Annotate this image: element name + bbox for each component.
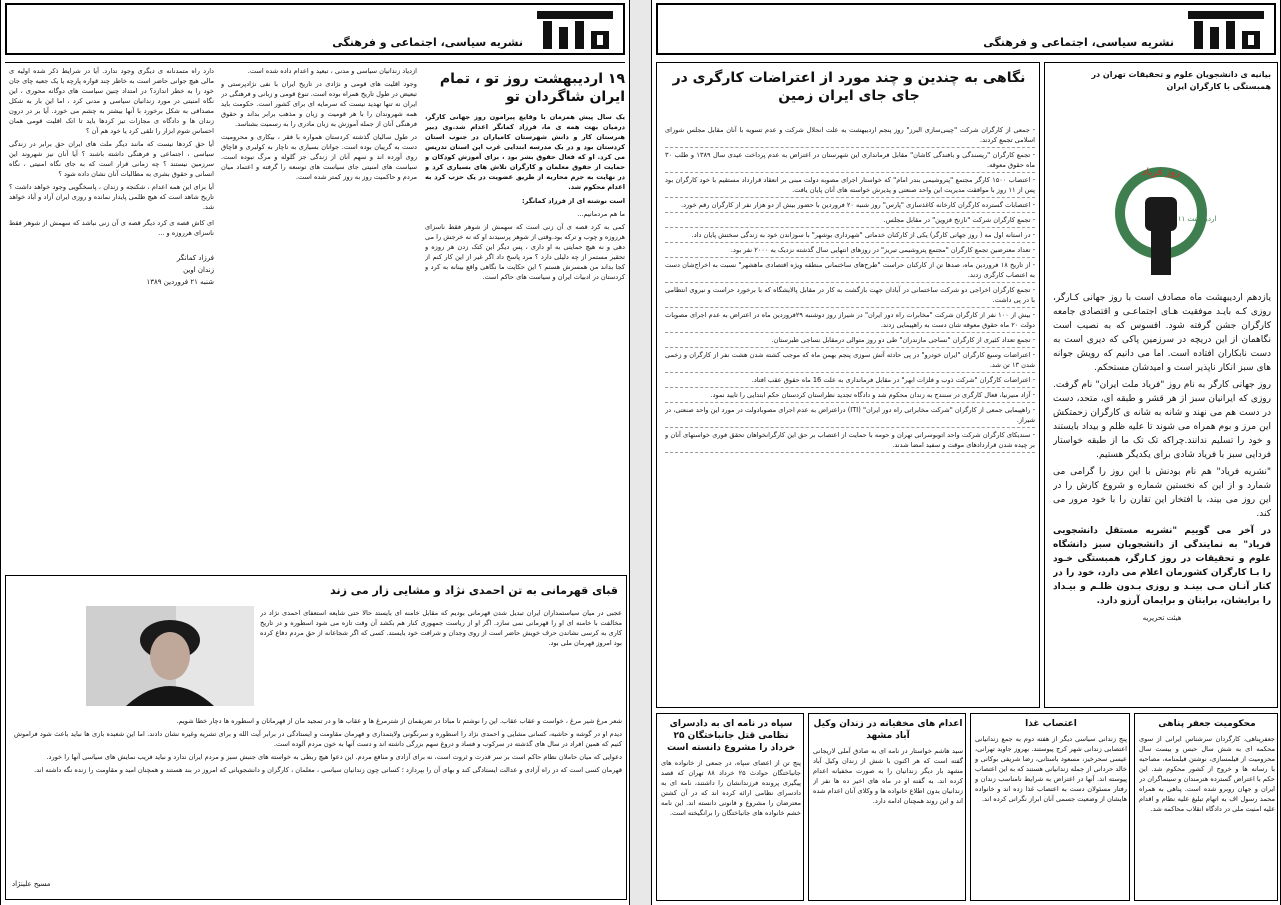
feature-box bbox=[5, 575, 627, 900]
news-box-hunger-strike bbox=[970, 713, 1130, 901]
feature-intro: عجبی در میان سیاستمداران ایران تبدیل شدن قهرمانی بودیم که مقابل خامنه ای بایستد حالا حتی شایعه استعفای احمدی نژاد در مخالفت با خامنه ای او را قهرمانی نمی سازد. اگر او از ریاست جمهوری کنار هم بکشد آن وقت تازه می شود اسطوره و در تاریخ کاری به کرسی نشاندن حرف خویش حاضر است از روی وجدان و شرافت خود بایستد. کسی که اگر شجاعانه از حق مردم دفاع کرده بود امروز قهرمان ملی بود. bbox=[260, 609, 622, 647]
list-item: - بیش از ۱۰۰ نفر از کارگران شرکت "مخابرات راه دور ایران" در شیراز روز دوشنبه ۲۹فروردین ماه در اعتراض به عدم اجرای مصوبات دولت ۲۰ ماه حقوق معوقه شان دست به راهپیمایی زدند. bbox=[665, 308, 1035, 333]
paragraph: ای کاش قصه ی کرد دیگر قصه ی آن زنی نباشد که سهمش از شوهر فقط ناسزای هرروزه و ... bbox=[9, 219, 214, 237]
paragraph: "نشریه فریاد" هم نام بودنش با این روز را گرامی می شمارد و از این که نخستین شماره و شروع کارش را در این روز می بیند، با افتخار این تقارن را با خود مرور می کند. bbox=[1053, 467, 1271, 519]
statement-body bbox=[1053, 291, 1271, 699]
labor-report-box bbox=[656, 62, 1040, 708]
list-item: - آزاد منیرنیا، فعال کارگری در سنندج به زندان محکوم شد و دادگاه تجدید نظراستان کردستان حکم ابتدایی را تایید نمود. bbox=[665, 388, 1035, 403]
news-box-inner bbox=[975, 718, 1127, 898]
masthead bbox=[5, 3, 625, 55]
portrait-photo bbox=[86, 606, 254, 706]
list-item: - سندیکای کارگران شرکت واحد اتوبوسرانی تهران و حومه با حمایت از اعتصاب بر حق این کارگرانخواهان تحقق فوری خواستهای آنان و بر چیده شدن قراردادهای موقت و سفید امضا شدند. bbox=[665, 428, 1035, 453]
quote-greeting: ما هم مردمانیم... bbox=[577, 210, 625, 218]
list-item: - تجمع کارگران "ریسندگی و بافندگی کاشان" مقابل فرمانداری این شهرستان در اعتراض به عدم پرداخت عیدی سال ۱۳۸۹ و طلب ۳۰ ماه حقوق معوقه. bbox=[665, 148, 1035, 173]
faryad-logo-icon bbox=[535, 7, 615, 51]
news-title: اعتصاب غذا bbox=[1025, 719, 1077, 729]
paragraph: شعر مرغ شیر مرغ ، خواست و عقاب عقاب. این را نوشتم تا مبادا در تعریفمان از شترمرغ ها و عقاب ها و در تمجید مان از قهرمانان و اسطوره ها دچار خطا شویم. bbox=[176, 717, 622, 725]
news-text: جعفرپناهی، کارگردان سرشناس ایرانی از سوی محکمه ای به شش سال حبس و بیست سال محرومیت از فیلمسازی، نوشتن فیلمنامه، مصاحبه با رسانه ها و خروج از کشور محکوم شد. این حکم با اعتراض گسترده هنرمندان و سینماگران در ایران و جهان روبرو شده است. پناهی به همراه محمد رسول اف به اتهام تبلیغ علیه نظام و اقدام علیه امنیت ملی در دادگاه انقلاب محاکمه شد. bbox=[1139, 735, 1275, 813]
author-place: زندان اوین bbox=[183, 266, 214, 274]
news-title: محکومیت جعفر پناهی bbox=[1158, 719, 1256, 729]
list-item: - در استانه اول مه ( روز جهانی کارگر) یکی از کارکنان خدماتی "شهرداری بوشهر" با سوزاندن خود به زندگی سختش پایان داد. bbox=[665, 228, 1035, 243]
article-main bbox=[425, 70, 625, 565]
paragraph: وجود اقلیت های قومی و نژادی در تاریخ ایران با نفی نژادپرستی و تبعیض در طول تاریخ همراه بوده است. تنوع قومی و زبانی و فرهنگی در ایران نه تنها تهدید نیست که سرمایه ای برای کشور است. حکومت باید همه شهروندان را با هر قومیت و زبان و مذهب برابر بداند و حقوق فرهنگی آنان از جمله آموزش به زبان مادری را به رسمیت بشناسد. bbox=[221, 80, 417, 128]
statement-title: بیانیه ی دانشجویان علوم و تحقیقات تهران در همبستگی با کارگران ایران bbox=[1091, 70, 1271, 91]
author-name: فرزاد کمانگر bbox=[176, 254, 214, 262]
paragraph: ازدیاد زندانیان سیاسی و مدنی ، تبعید و اعدام داده شده است. bbox=[247, 67, 417, 75]
paragraph: دیدم او در گوشه و حاشیه، کسانی مشایی و احمدی نژاد را اسطوره و سرنگونی ولایتمداری و قهرمان مقاومت و ایستادگی در برابر آیت الله و برای تشریه وغیره نشان دادند. اما این شعبده بازی ها نباید باعث شود فراموش کنیم که همین افراد در سال های گذشته در سرکوب و فساد و دروغ سهم بزرگی داشته اند و دست آنها به خون مردم آلوده است. bbox=[14, 730, 622, 748]
header-rule bbox=[5, 62, 625, 63]
news-box-inner bbox=[1139, 718, 1275, 898]
list-item: - راهپیمایی جمعی از کارگران "شرکت مخابراتی راه دور ایران" (ITI) دراعتراض به عدم اجرای مصوبادولت در مورد این واحد صنعتی، در شیراز. bbox=[665, 403, 1035, 428]
masthead bbox=[656, 3, 1276, 55]
list-item: - اعتراضات وسیع کارگران "ایران خودرو" در پی حادثه آتش سوزی پنجم بهمن ماه که موجب کشته شدن هشت نفر از کارگران و زخمی شدن ۱۳ تن شد. bbox=[665, 348, 1035, 373]
list-item: - اعتصاب ۱۵۰۰ کارگر مجتمع "پتروشیمی بندر امام" که خواستار اجرای مصوبه دولت مبنی بر انعقاد قرارداد مستقیم با خود کارگران بود پس از ۱۱ روز با موافقت مدیریت این واحد صنعتی و پذیرش خواسته های آنان پایان یافت. bbox=[665, 173, 1035, 198]
news-title: اعدام های مخفیانه در زندان وکیل آباد مشهد bbox=[813, 719, 963, 741]
report-title-wrap bbox=[663, 69, 1035, 121]
list-item: - تجمع کارگران شرکت "نازنخ قزوین" در مقابل مجلس. bbox=[665, 213, 1035, 228]
statement-signature: هیئت تحریریه bbox=[1142, 614, 1182, 622]
news-text: سید هاشم خواستار در نامه ای به صادق آملی لاریجانی گفته است که هر اکنون با شش از زندان وکیل آباد مشهد بار دیگر زندانیان را به صورت مخفیانه اعدام کرده اند. به گفته او در ماه های اخیر ده ها نفر از زندانیان بدون اطلاع خانواده ها و وکلای آنان اعدام شده اند و این روند همچنان ادامه دارد. bbox=[813, 747, 963, 805]
news-box-inner bbox=[661, 718, 801, 898]
list-item: - تجمع تعداد کثیری از کارگران "نساجی مازندران" طی دو روز متوالی درمقابل نساجی طبرستان. bbox=[665, 333, 1035, 348]
list-item: - اعتراضات کارگران "شرکت ذوب و فلزات ابهر" در مقابل فرمانداری به علت 16 ماه حقوق عقب افتاد. bbox=[665, 373, 1035, 388]
faryad-logo-icon bbox=[1186, 7, 1266, 51]
paragraph: دعوایی که میان حاملان نظام حاکم است بر سر قدرت و ثروت است، نه برای آزادی و منافع مردم. این دعوا هیچ ربطی به خواسته های جنبش سبز و مردم ایران ندارد و نباید فریب نمایش های سیاسی آنها را خورد. bbox=[46, 753, 622, 761]
news-title: سپاه در نامه ای به دادسرای نظامی قتل جانباختگان ۲۵ خرداد را مشروع دانسته است bbox=[666, 719, 796, 753]
page-gutter bbox=[630, 0, 651, 905]
paragraph: آیا برای این همه اعدام ، شکنجه و زندان ، پاسخگویی وجود خواهد داشت ؟ تاریخ شاهد است که هیچ ظلمی پایدار نمانده و روزی ایران آزاد و آباد خواهد شد. bbox=[9, 183, 214, 211]
feature-author: مسیح علینژاد bbox=[12, 880, 51, 888]
article-lead: یک سال پیش همزمان با وقایع پیرامون روز جهانی کارگر، درمیان بهت همه ی ما، فرزاد کمانگر اعدام شد.وی دبیر هنرستان کار و دانش شهرستان کامیاران در جنوب استان کردستان بود و در یک مدرسه ابتدایی غرب این استان تدریس می کرد. او که فعال حقوق بشر بود ، برای آموزش کودکان و حمایت از حقوق معلمان و کارگران تلاش های بسیاری کرد و در نهایت به جرم محاربه از طریق عضویت در یک حزب کرد به اعدام محکوم شد. bbox=[425, 113, 625, 191]
paragraph: در طول سالیان گذشته کردستان همواره با فقر ، بیکاری و محرومیت دست به گریبان بوده است. جوانان بسیاری به ناچار به کولبری و قاچاق روی آورده اند و سهم آنان از زندگی جز گلوله و مرگ نبوده است. سیاست های امنیتی جای سیاست های توسعه را گرفته و اعتماد میان مردم و حاکمیت روز به روز کمتر شده است. bbox=[221, 133, 417, 181]
paragraph: کمی به کرد قصه ی آن زنی است که سهمش از شوهر فقط ناسزای هرروزه و چوب و ترکه بود.وقتی از شوهر پرسیدند او که نه خرجش را می دهی و نه هیچ حمایتی به او داری ، پس دیگر این کتک زدن هر روزه و تحقیر مستمر از چه دلیلی دارد ؟ مرد پاسخ داد اگر غیر از این کار کنم از کجا بداند من همسرش هستم ؟ این حکایت ما نگاهی واقع بینانه به کرد و کردستان در ادبیات ایران و سیاست های حاکم است. bbox=[425, 223, 625, 281]
statement-box bbox=[1044, 62, 1278, 708]
article-title: ۱۹ اردیبهشت روز تو ، تمام ایران شاگردان تو bbox=[439, 71, 625, 105]
paragraph: روز جهانی کارگر به نام روز "فریاد ملت ایران" نام گرفت. روزی که ایرانیان سبز از هر قشر و طبقه ای، متحد، دست در دست هم می نهند و شانه به شانه ی کارگران زحمتکش این مرز و بوم همراه می شوند تا علیه ظلم و بیداد بایستند و خود را تسلیم ندانند.چراکه تک تک ما از طبقه خواستار فردایی سبز با فریاد شادی برای یکدیگر هستیم. bbox=[1053, 380, 1271, 460]
poster-title: روز فریاد bbox=[1141, 167, 1181, 178]
feature-title: قبای قهرمانی به تن احمدی نژاد و مشایی زار می زند bbox=[330, 584, 618, 597]
feature-body bbox=[14, 716, 622, 866]
news-box-panahi bbox=[1134, 713, 1278, 901]
news-box-sepah bbox=[656, 713, 804, 901]
article-date: شنبه ۲۱ فروردین ۱۳۸۹ bbox=[146, 278, 214, 286]
paragraph: قهرمان کسی است که در راه آزادی و عدالت ایستادگی کند و بهای آن را بپردازد ؛ کسانی چون زندانیان سیاسی ، معلمان ، کارگران و دانشجویانی که امروز در بند هستند و همچنان امید و مقاومت را زنده نگه داشته اند. bbox=[34, 766, 622, 774]
report-title: نگاهی به چندین و چند مورد از اعتراضات کارگری در جای جای ایران زمین bbox=[672, 70, 1026, 104]
list-item: - اعتصابات گسترده کارگران کارخانه کاغذسازی "پارس" روز شنبه ۲۰ فروردین با حضور بیش از دو هزار نفر از کارگران رقم خورد. bbox=[665, 198, 1035, 213]
poster-date: ۱۱ اردیبهشت bbox=[1177, 215, 1217, 223]
news-box-inner bbox=[813, 718, 963, 898]
paragraph: دارد راه متمدنانه ی دیگری وجود ندارد. آیا در شرایط ذکر شده اولیه ی مالی هیچ جوانی حاضر است به خاطر چند قواره پارچه یا یک جعبه چای جان خود را به خطر اندازد؟ در امتداد چنین سیاست های دوگانه محوری ، این نگاه امنیتی در مورد زندانیان سیاسی و مدنی کرد ، اما این بار به شکل مصداقی به شکل برخورد با آنها بیشتر به چشم می خورد. آیا بر در درون زندان ها و دادگاه ی مجازات تیز کردها باید تا اتک اقلیت قومی همان احساس شوم ابزار را تلقی کرد یا خود هم آن ؟ bbox=[9, 67, 214, 135]
paragraph: در آخر می گوییم "نشریه مستقل دانشجویی فریاد" به نمایندگی از دانشجویان سبز دانشگاه علوم و تحقیقات در روز کـارگر، همبستگی خـود را بـا کارگران کشورمان اعلام می دارد، خود را در کنار آنـان مـی بینـد و روزی بـدون ظلـم و بیـداد را برایشان، برایتان و برایمان آرزو دارد. bbox=[1053, 526, 1271, 606]
workers-day-fist-poster bbox=[1093, 157, 1229, 281]
paragraph: یازدهم اردیبهشت ماه مصادف است با روز جهانی کـارگر، روزی کـه بایـد موفقیت هـای اجتماعـی و اقتصادی جامعه کارگران جشن گرفته شود. افسوس که به نصیب است نگاهمان از این دریچه در سرزمین پاکی که دیری است به دست نابکاران افتاده است. اما می دانیم که رویش جوانه های سبز انکار ناپذیر است و امیدشان مستحکم. bbox=[1053, 293, 1271, 373]
list-item: - از تاریخ ۱۸ فروردین ماه، صدها تن از کارکنان حراست "طرح‌های ساختمانی منطقه ویژه اقتصادی ماهشهر" نسبت به اخراج‌شان دست به اعتصاب کارگری زدند. bbox=[665, 258, 1035, 283]
article-continuation bbox=[9, 66, 214, 566]
paragraph: آیا حق کردها نیست که مانند دیگر ملت های ایران حق برابر در زندگی سیاسی ، اجتماعی و فرهنگی داشته باشند ؟ آیا آنان نیز شهروند این سرزمین نیستند ؟ چه زمانی قرار است که به جای نگاه امنیتی ، نگاه انسانی و حقوق بشری به مطالبات آنان نشان داده شود ؟ bbox=[9, 140, 214, 178]
list-item: - تجمع کارگران اخراجی دو شرکت ساختمانی در آبادان جهت بازگشت به کار در مقابل پالایشگاه که با برخورد حراست و نیروی انتظامی با در پی داشت. bbox=[665, 283, 1035, 308]
masthead-tagline: نشریه سیاسی، اجتماعی و فرهنگی bbox=[983, 36, 1174, 49]
news-box-executions bbox=[808, 713, 966, 901]
report-list bbox=[665, 123, 1035, 703]
newspaper-page-right bbox=[651, 0, 1281, 905]
article-column-middle bbox=[221, 66, 417, 566]
news-text: پنج تن از اعضای سپاه، در جمعی از خانواده های جانباختگان حوادث ۲۵ خرداد ۸۸ تهران که قصد پیگیری پرونده فرزندانشان را داشتند، نامه ای به دادسرای نظامی ارائه کرده اند که در آن کشتن معترضان را مشروع و قانونی دانسته اند. این نامه خشم خانواده های جانباختگان را برانگیخته است. bbox=[661, 759, 801, 817]
masthead-tagline: نشریه سیاسی، اجتماعی و فرهنگی bbox=[332, 36, 523, 49]
list-item: - جمعی از کارگران شرکت "چینی‌سازی البرز" روز پنجم اردیبهشت به علت انحلال شرکت و عدم تسویه با آنان مقابل مجلس شورای اسلامی تجمع کردند. bbox=[665, 123, 1035, 148]
list-item: - تعداد معترضین تجمع کارگران "مجتمع پتروشیمی تبریز" در روزهای انتهایی سال گذشته نزدیک به ۲۰۰۰ نفر بود. bbox=[665, 243, 1035, 258]
quote-header: است نوشته ای از فرزاد کمانگر: bbox=[522, 197, 625, 205]
newspaper-page-left bbox=[0, 0, 630, 905]
news-text: پنج زندانی سیاسی دیگر از هفته دوم به جمع زندانیانی اعتصابی زندانی شهر کرج پیوستند. بهروز جاوید تهرانی، عیسی سحرخیز، مسعود باستانی، رضا شریفی بوکانی و خالد حردانی از جمله زندانیانی هستند که به این اعتصاب پیوسته اند. آنها در اعتراض به شرایط نامناسب زندان و رفتار مسئولان دست به اعتصاب غذا زده اند و خانواده هایشان از وضعیت جسمی آنان ابراز نگرانی کرده اند. bbox=[975, 735, 1127, 803]
